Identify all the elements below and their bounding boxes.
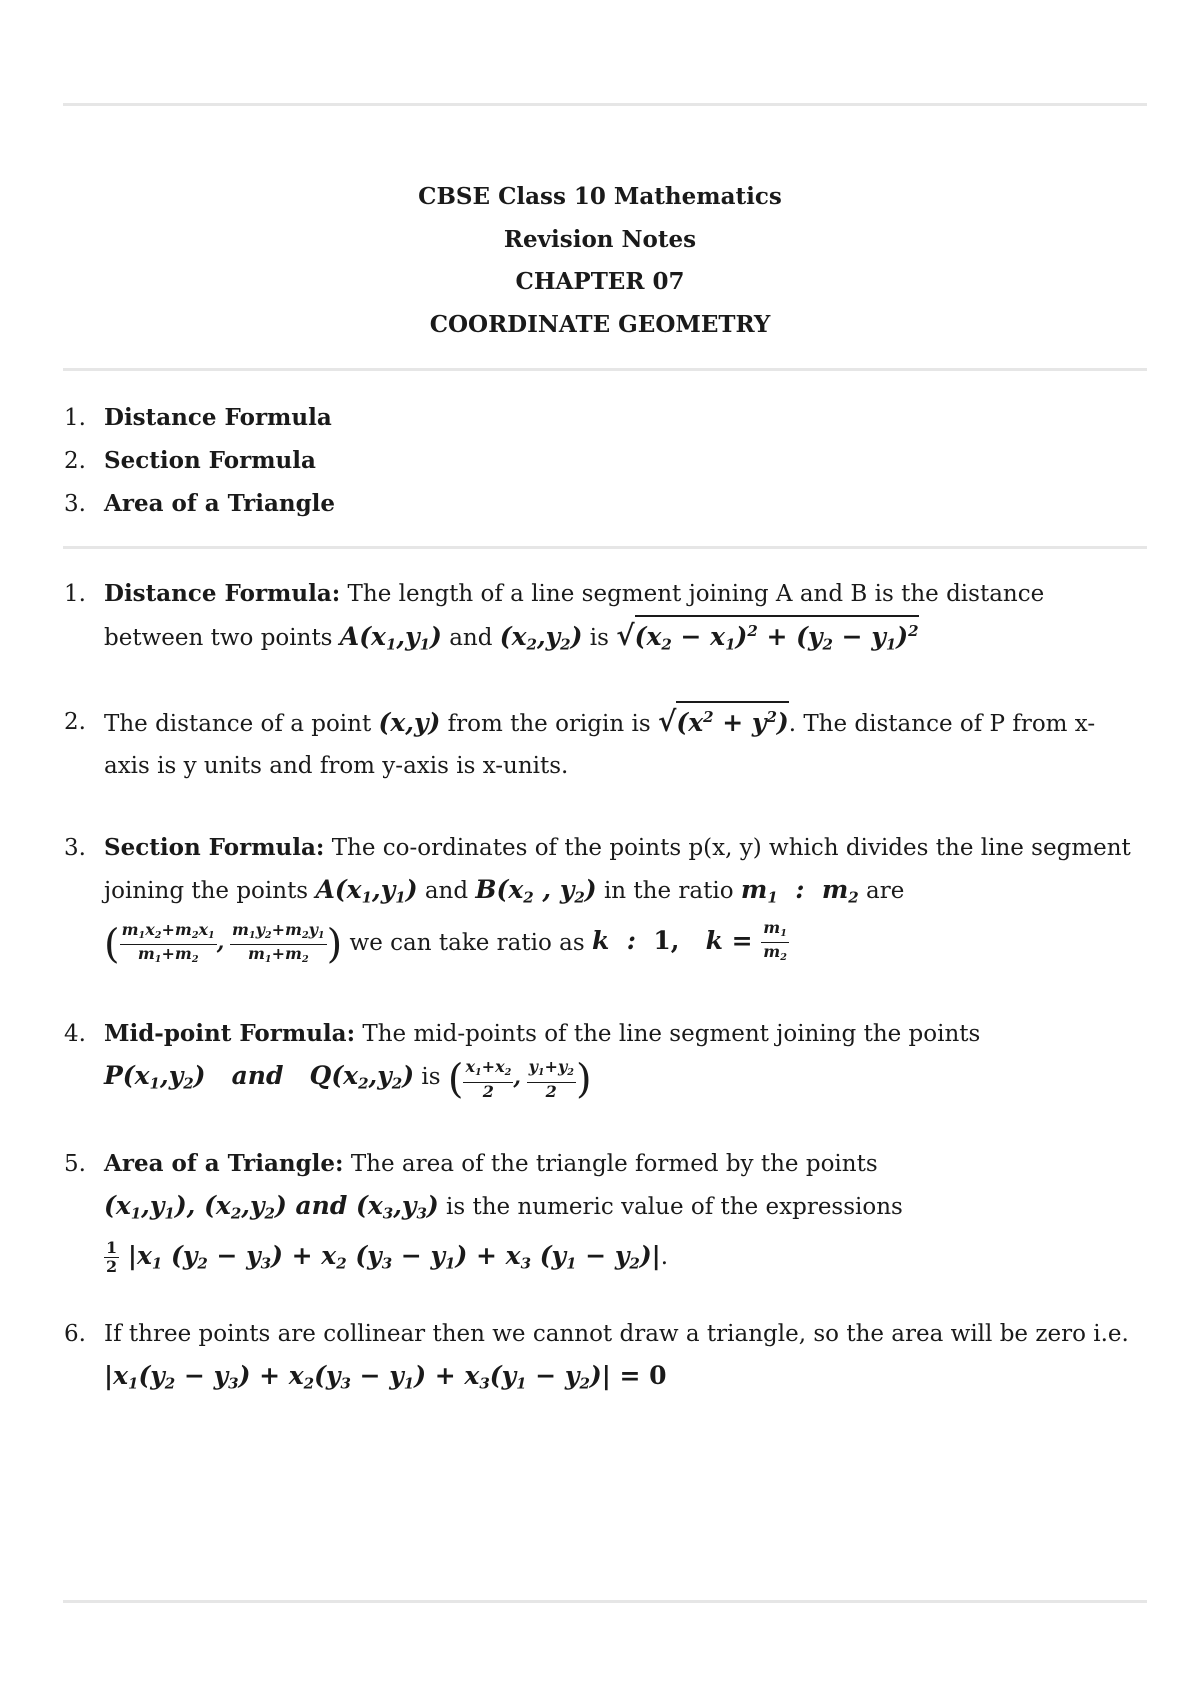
note-item-distance: 1. Distance Formula: The length of a line segment joining A and B is the distance between two points $A(x_1,y_1)$ and $(x_2,y_2)$ is $√(x_2 - x_1)^2 + (y_2 - y_1)^2$ [64, 573, 1144, 701]
divider [63, 368, 1147, 371]
math-origin-formula: $√(x^2 + y^2)$ [658, 708, 789, 737]
math-point-xy: (x,y) [378, 708, 441, 737]
divider [63, 546, 1147, 549]
note-label: Mid-point Formula: [104, 1020, 356, 1047]
math-three-points: $(x_1,y_1)$, $(x_2,y_2)$ and $(x_3,y_3)$ [104, 1191, 439, 1223]
note-item-midpoint: 4. Mid-point Formula: The mid-points of the line segment joining the points $P(x_1,y_2)$ and $Q(x_2,y_2)$ is ( $\frac{x_1+x_2}{2}$ , $\frac{y_1+y_2}{2}$ ) [64, 1020, 981, 1103]
math-point-b: $(x_2,y_2)$ [499, 622, 583, 654]
header-chapter: CHAPTER 07 [515, 268, 685, 295]
math-section-formula: ( $\frac{m_1x_2+m_2x_1}{m_1+m_2}$ , $\frac{m_1y_2+m_2y_1}{m_1+m_2}$ ) [104, 919, 343, 968]
note-item-area: 5. Area of a Triangle: The area of the triangle formed by the points $(x_1,y_1)$, $(x_2,y_2)$ and $(x_3,y_3)$ is the numeric value of the expressions $\frac{1}{2}$ $|x_1$ $(y_2 - y_3) + x_2$ $(y_3 - y_1) + x_3$ $(y_1 - y_2)|$. [64, 1150, 903, 1276]
math-midpoint-formula: ( $\frac{x_1+x_2}{2}$ , $\frac{y_1+y_2}{2}$ ) [447, 1056, 592, 1103]
divider-top [63, 103, 1147, 106]
math-ratio-k: k : 1, k = $\frac{m_1}{m_2}$ [591, 917, 787, 964]
divider-bottom [63, 1600, 1147, 1603]
header-topic: COORDINATE GEOMETRY [429, 310, 771, 338]
note-label: Distance Formula: [104, 580, 341, 607]
topic-list [64, 396, 335, 525]
topic-label: Section Formula [104, 447, 316, 474]
note-item-origin-distance: 2. The distance of a point (x,y) from the origin is $√(x^2 + y^2)$. The distance of P from x- axis is y units and from y-axis is x-units. [64, 701, 1144, 827]
math-collinear-formula: $|x_1(y_2 - y_3) + x_2(y_3 - y_1) + x_3(y_1 - y_2)| = 0$ [104, 1361, 667, 1393]
math-point-a: $A(x_1,y_1)$ [339, 622, 442, 654]
note-label: Area of a Triangle: [104, 1150, 344, 1177]
math-area-formula: $\frac{1}{2}$ $|x_1$ $(y_2 - y_3) + x_2$ $(y_3 - y_1) + x_3$ $(y_1 - y_2)|$ [106, 1237, 661, 1276]
notes-content [64, 573, 1144, 1403]
note-item-collinear: 6. If three points are collinear then we cannot draw a triangle, so the area will be zero i.e. $|x_1(y_2 - y_3) + x_2(y_3 - y_1) + x_3(y_1 - y_2)| = 0$ [64, 1321, 1129, 1393]
header-title: CBSE Class 10 Mathematics [418, 183, 782, 210]
note-item-section: 3. Section Formula: The co-ordinates of the points p(x, y) which divides the line segment joining the points $A(x_1,y_1)$ and $B(x_2$ , $y_2$) in the ratio $m_1$ : $m_2$ are ( $\frac{m_1x_2+m_2x_1}{m_1+m_2}$ , $\frac{m_1y_2+m_2y_1}{m_1+m_2}$ ) we can take ratio as k : 1, k = $\frac{m_1}{m_2}$ [64, 834, 1131, 968]
math-ratio: $m_1$ : $m_2$ [740, 875, 859, 907]
topic-item: 2. Section Formula [64, 447, 316, 474]
topic-item: 1. Distance Formula [64, 404, 332, 431]
page-header [0, 176, 1200, 346]
topic-label: Area of a Triangle [104, 490, 336, 517]
math-point-b: $B(x_2$ , $y_2$) [475, 875, 597, 907]
header-subtitle: Revision Notes [503, 225, 697, 253]
topic-label: Distance Formula [104, 404, 332, 431]
note-label: Section Formula: [104, 834, 325, 861]
topic-item: 3. Area of a Triangle [64, 490, 336, 517]
math-points-pq: $P(x_1,y_2)$ and $Q(x_2,y_2)$ [104, 1061, 415, 1093]
math-distance-formula: $√(x_2 - x_1)^2 + (y_2 - y_1)^2$ [616, 622, 918, 651]
math-point-a: $A(x_1,y_1)$ [315, 875, 418, 907]
